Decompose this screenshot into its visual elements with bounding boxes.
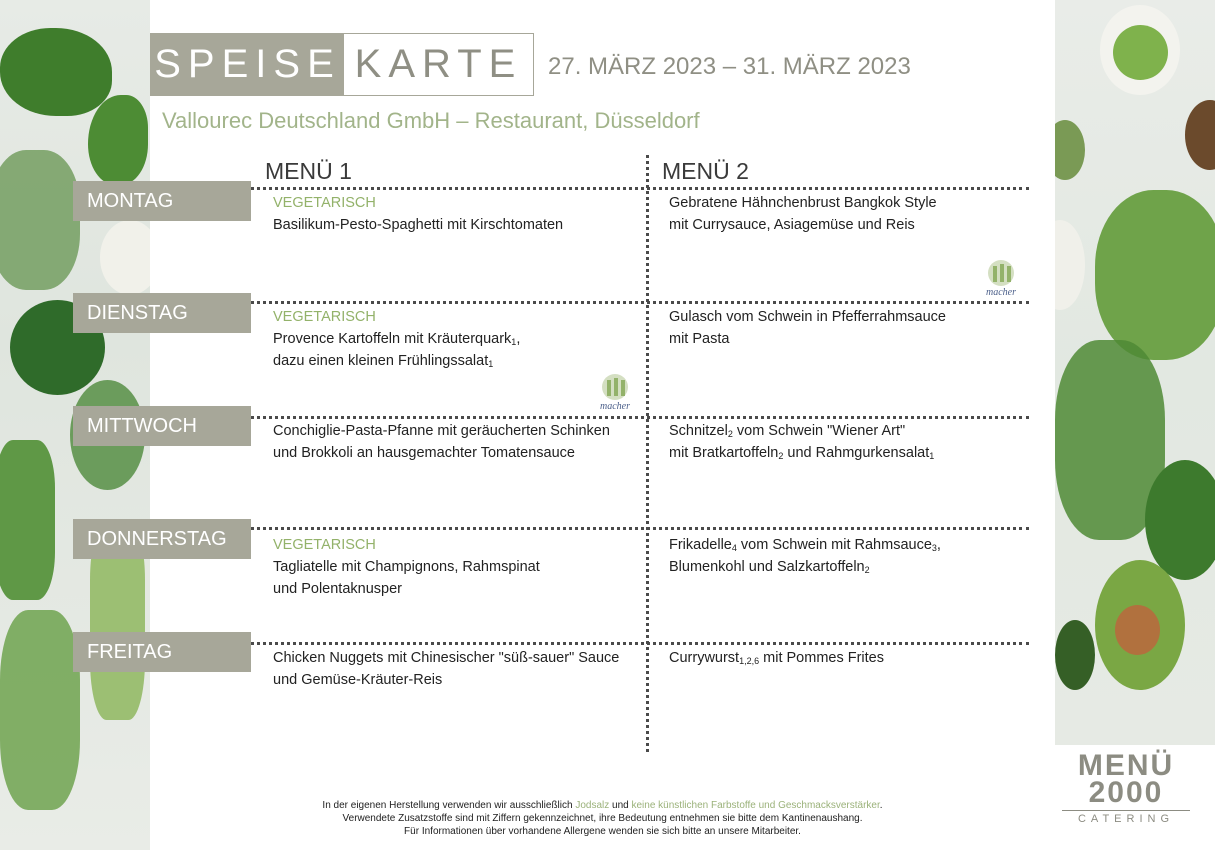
menu2000-logo	[1062, 749, 1190, 825]
dish-freitag-menu2	[669, 647, 884, 669]
footer-line-2: Verwendete Zusatzstoffe sind mit Ziffern gekennzeichnet, ihre Bedeutung entnehmen sie bitte dem Kantinenaushang.	[342, 813, 863, 824]
menu2-heading: MENÜ 2	[662, 158, 749, 184]
vegetarian-tag: VEGETARISCH	[273, 309, 376, 325]
dish-line: Schnitzel	[669, 423, 728, 439]
dish-line: Blumenkohl und Salzkartoffeln	[669, 559, 865, 575]
dish-line: Gebratene Hähnchenbrust Bangkok Style	[669, 195, 937, 211]
additive-mark: 4	[731, 543, 737, 553]
vegetarian-tag: VEGETARISCH	[273, 195, 376, 211]
footer-line-1: In der eigenen Herstellung verwenden wir ausschließlich Jodsalz und keine künstlichen Farbstoffe und Geschmacksverstärker.	[322, 800, 883, 811]
dish-line: und Brokkoli an hausgemachter Tomatensauce	[273, 445, 576, 461]
macher-stamp-icon	[590, 372, 640, 412]
logo-line: 2000	[1088, 776, 1164, 809]
additive-mark: 1	[511, 337, 517, 347]
dish-line: und Polentaknusper	[273, 581, 402, 597]
dish-line: vom Schwein mit Rahmsauce	[740, 537, 932, 553]
row-divider	[232, 416, 1029, 419]
additive-mark: 2	[864, 565, 870, 575]
vegetarian-tag: VEGETARISCH	[273, 537, 376, 553]
column-divider	[646, 155, 649, 752]
row-divider	[232, 527, 1029, 530]
dish-line: und Rahmgurkensalat	[787, 445, 930, 461]
dish-line: vom Schwein "Wiener Art"	[736, 423, 906, 439]
dish-donnerstag-menu2: Frikadelle$_4$ vom Schwein mit Rahmsauce$_3$, Blumenkohl und Salzkartoffeln$_2$	[669, 537, 941, 575]
footer-note	[150, 799, 1055, 838]
dish-line: dazu einen kleinen Frühlingssalat	[273, 353, 489, 369]
dish-freitag-menu1	[273, 647, 619, 691]
day-label-dienstag: DIENSTAG	[73, 293, 251, 333]
additive-mark: 1,2,6	[739, 656, 760, 666]
menu1-heading: MENÜ 1	[265, 158, 352, 184]
additive-mark: 2	[727, 429, 733, 439]
day-label-montag: MONTAG	[73, 181, 251, 221]
title-karte: KARTE	[354, 42, 523, 86]
macher-stamp-icon	[976, 258, 1026, 298]
dish-line: mit Pommes Frites	[763, 650, 884, 666]
dish-dienstag-menu1: VEGETARISCH Provence Kartoffeln mit Kräuterquark$_1$, dazu einen kleinen Frühlingssalat$_1$	[273, 306, 520, 372]
svg-text:macher: macher	[986, 287, 1016, 298]
additive-mark: 1	[488, 359, 494, 369]
restaurant-subtitle: Vallourec Deutschland GmbH – Restaurant, Düsseldorf	[162, 108, 700, 133]
dish-line: Basilikum-Pesto-Spaghetti mit Kirschtomaten	[273, 217, 564, 233]
footer-line-3: Für Informationen über vorhandene Allergene wenden sie sich bitte an unsere Mitarbeiter.	[404, 826, 801, 837]
day-label-donnerstag: DONNERSTAG	[73, 519, 251, 559]
dish-line: mit Currysauce, Asiagemüse und Reis	[669, 217, 915, 233]
dish-montag-menu1	[273, 192, 563, 236]
dish-line: Provence Kartoffeln mit Kräuterquark	[273, 331, 512, 347]
dish-line: Conchiglie-Pasta-Pfanne mit geräucherten Schinken	[273, 423, 610, 439]
dish-line: Frikadelle	[669, 537, 732, 553]
dish-montag-menu2	[669, 192, 937, 236]
additive-mark: 3	[931, 543, 937, 553]
vegetable-photo-right	[1055, 0, 1215, 745]
menu-title	[150, 33, 534, 96]
row-divider	[232, 187, 1029, 190]
dish-line: mit Bratkartoffeln	[669, 445, 779, 461]
dish-line: mit Pasta	[669, 331, 730, 347]
date-range: 27. MÄRZ 2023 – 31. MÄRZ 2023	[548, 53, 911, 80]
day-label-freitag: FREITAG	[73, 632, 251, 672]
title-speise: SPEISE	[151, 34, 344, 95]
logo-line: MENÜ	[1077, 749, 1175, 782]
dish-mittwoch-menu1	[273, 420, 610, 464]
additive-mark: 2	[778, 451, 784, 461]
svg-text:macher: macher	[600, 401, 630, 412]
dish-dienstag-menu2	[669, 306, 946, 350]
logo-line: CATERING	[1062, 810, 1190, 825]
additive-mark: 1	[929, 451, 935, 461]
row-divider	[232, 301, 1029, 304]
dish-line: Chicken Nuggets mit Chinesischer "süß-sauer" Sauce	[273, 650, 620, 666]
dish-line: Tagliatelle mit Champignons, Rahmspinat	[273, 559, 540, 575]
dish-donnerstag-menu1	[273, 534, 540, 600]
row-divider	[232, 642, 1029, 645]
dish-line: Currywurst	[669, 650, 740, 666]
day-label-mittwoch: MITTWOCH	[73, 406, 251, 446]
dish-mittwoch-menu2	[669, 420, 934, 464]
dish-line: Gulasch vom Schwein in Pfefferrahmsauce	[669, 309, 946, 325]
dish-line: und Gemüse-Kräuter-Reis	[273, 672, 443, 688]
